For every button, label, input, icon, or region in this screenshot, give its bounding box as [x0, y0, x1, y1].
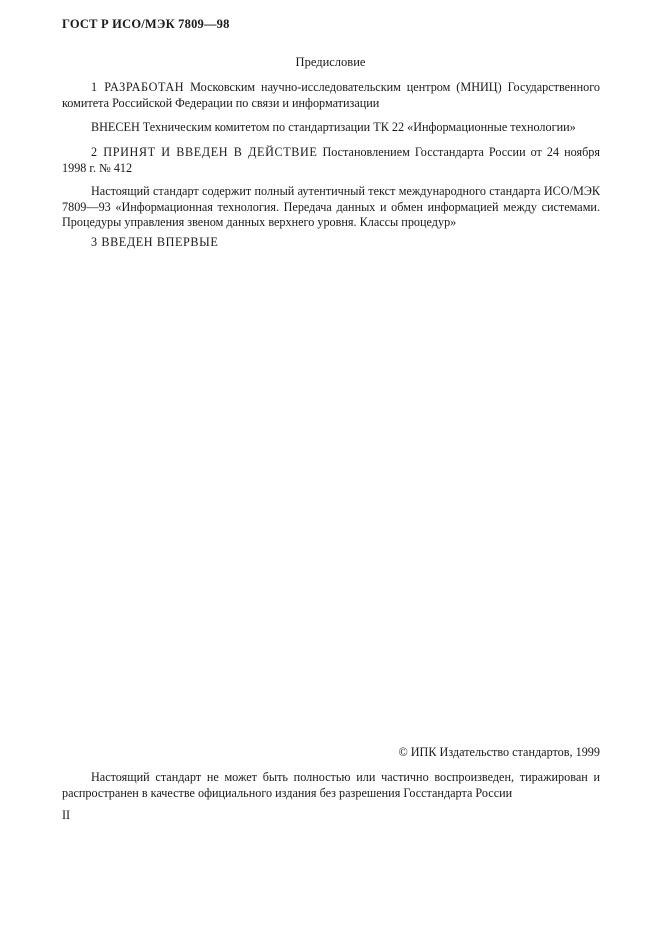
paragraph-submitted-by [62, 120, 600, 136]
paragraph-text: Московским научно-исследовательским центром (МНИЦ) Государственного комитета Российской Федерации по связи и информатизации [62, 80, 600, 110]
paragraph-content-note: Настоящий стандарт содержит полный аутентичный текст международного стандарта ИСО/МЭК 7809—93 «Информационная технология. Передача данных и обмен информацией между системами. Процедуры управления звеном данных верхнего уровня. Классы процедур» [62, 184, 600, 229]
paragraph-text: Техническим комитетом по стандартизации ТК 22 «Информационные технологии» [139, 120, 576, 134]
paragraph-lead: ВНЕСЕН [91, 120, 140, 134]
copyright-line: © ИПК Издательство стандартов, 1999 [398, 745, 600, 759]
reproduction-notice: Настоящий стандарт не может быть полностью или частично воспроизведен, тиражирован и распространен в качестве официального издания без разрешения Госстандарта России [62, 770, 600, 800]
paragraph-adopted [62, 145, 600, 176]
paragraph-text: Постановлением Госстандарта России от 24 ноября 1998 г. № 412 [62, 145, 600, 175]
paragraph-lead: 2 ПРИНЯТ И ВВЕДЕН В ДЕЙСТВИЕ [91, 145, 318, 159]
paragraph-first-introduced: 3 ВВЕДЕН ВПЕРВЫЕ [91, 235, 219, 249]
paragraph-lead: 1 РАЗРАБОТАН [91, 80, 185, 94]
foreword-title: Предисловие [295, 55, 366, 69]
paragraph-developed-by [62, 80, 600, 111]
document-code-header: ГОСТ Р ИСО/МЭК 7809—98 [62, 17, 230, 31]
page-number: II [62, 808, 71, 822]
